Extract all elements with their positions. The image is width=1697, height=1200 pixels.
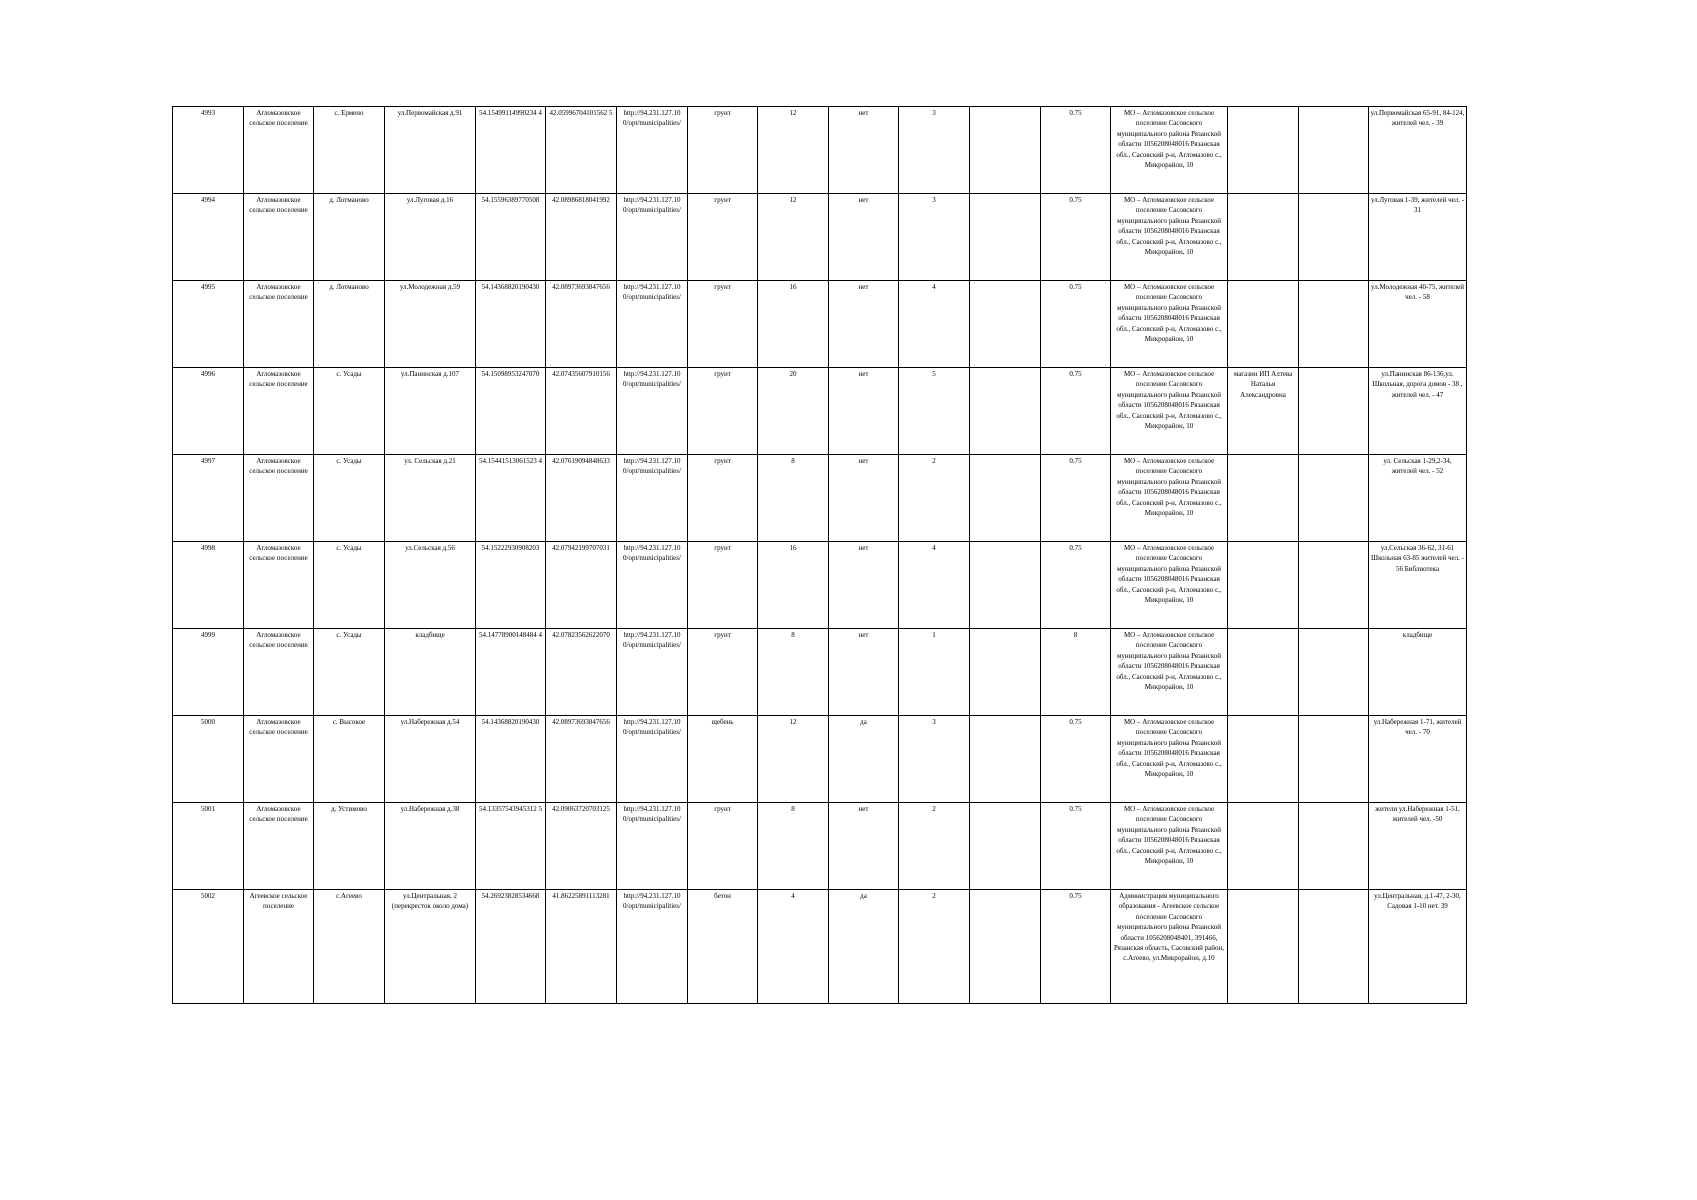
- table-row: [173, 368, 1467, 455]
- cell-fence: нет: [829, 368, 899, 455]
- cell-fence: нет: [829, 194, 899, 281]
- cell-longitude: 41.86225891113281: [546, 890, 617, 1004]
- table-row: [173, 803, 1467, 890]
- cell-latitude: 54.13357543945312 5: [476, 803, 546, 890]
- table-row: [173, 107, 1467, 194]
- cell-number: 4993: [173, 107, 244, 194]
- cell-containers: 2: [899, 803, 970, 890]
- cell-fence: нет: [829, 629, 899, 716]
- cell-longitude: 42.07942199707031: [546, 542, 617, 629]
- cell-address: ул.Молодежная д.59: [385, 281, 476, 368]
- cell-locality: с. Усады: [314, 629, 385, 716]
- cell-settlement: Агломазовское сельское поселение: [244, 803, 314, 890]
- cell-latitude: 54.26923828534668: [476, 890, 546, 1004]
- cell-locality: д. Устимово: [314, 803, 385, 890]
- cell-area: 16: [758, 281, 829, 368]
- cell-owner: МО – Агломазовское сельское поселение Сасовского муниципального района Рязанской области 1056208048016 Рязанская обл., Сасовский р-н, Агломазово с., Микрорайон, 10: [1111, 455, 1228, 542]
- table-row: [173, 890, 1467, 1004]
- cell-empty: [970, 542, 1041, 629]
- cell-operator: [1228, 890, 1299, 1004]
- cell-surface: грунт: [688, 542, 758, 629]
- cell-containers: 2: [899, 890, 970, 1004]
- cell-sources: жители ул.Набережная 1-51, жителей чел. -50: [1369, 803, 1467, 890]
- cell-latitude: 54.15499114990234 4: [476, 107, 546, 194]
- cell-containers: 3: [899, 194, 970, 281]
- cell-longitude: 42.05996704101562 5: [546, 107, 617, 194]
- cell-area: 8: [758, 803, 829, 890]
- cell-address: ул.Панинская д.107: [385, 368, 476, 455]
- cell-containers: 4: [899, 542, 970, 629]
- cell-fence: нет: [829, 803, 899, 890]
- cell-latitude: 54.14368820190430: [476, 716, 546, 803]
- cell-sources: ул.Первомайская 65-91, 84-124, жителей чел. - 39: [1369, 107, 1467, 194]
- cell-locality: д. Лотманово: [314, 194, 385, 281]
- cell-area: 8: [758, 629, 829, 716]
- table-row: [173, 629, 1467, 716]
- cell-containers: 2: [899, 455, 970, 542]
- cell-empty: [970, 107, 1041, 194]
- cell-owner: МО – Агломазовское сельское поселение Сасовского муниципального района Рязанской области 1056208048016 Рязанская обл., Сасовский р-н, Агломазово с., Микрорайон, 10: [1111, 629, 1228, 716]
- cell-area: 16: [758, 542, 829, 629]
- cell-settlement: Агломазовское сельское поселение: [244, 368, 314, 455]
- cell-area: 12: [758, 194, 829, 281]
- cell-settlement: Агеевское сельское поселение: [244, 890, 314, 1004]
- cell-operator: [1228, 542, 1299, 629]
- cell-owner: МО – Агломазовское сельское поселение Сасовского муниципального района Рязанской области 1056208048016 Рязанская обл., Сасовский р-н, Агломазово с., Микрорайон, 10: [1111, 368, 1228, 455]
- cell-empty: [1299, 890, 1369, 1004]
- cell-owner: МО – Агломазовское сельское поселение Сасовского муниципального района Рязанской области 1056208048016 Рязанская обл., Сасовский р-н, Агломазово с., Микрорайон, 10: [1111, 716, 1228, 803]
- cell-settlement: Агломазовское сельское поселение: [244, 542, 314, 629]
- cell-operator: магазин ИП Алтева Наталья Александровна: [1228, 368, 1299, 455]
- cell-sources: ул.Сельская 36-62, 31-61 Школьная 63-85 жителей чел. - 56 Библиотека: [1369, 542, 1467, 629]
- cell-empty: [1299, 542, 1369, 629]
- cell-sources: ул.Луговая 1-39, жителей чел. - 31: [1369, 194, 1467, 281]
- cell-operator: [1228, 803, 1299, 890]
- cell-address: ул.Центральная, 2 (перекресток около дома): [385, 890, 476, 1004]
- cell-sources: кладбище: [1369, 629, 1467, 716]
- cell-number: 4995: [173, 281, 244, 368]
- cell-surface: грунт: [688, 107, 758, 194]
- cell-sources: ул.Молодежная 40-75, жителей чел. - 58: [1369, 281, 1467, 368]
- cell-longitude: 42.09063720703125: [546, 803, 617, 890]
- cell-locality: д. Лотманово: [314, 281, 385, 368]
- table-row: [173, 542, 1467, 629]
- cell-volume: 0.75: [1041, 194, 1111, 281]
- cell-volume: 0.75: [1041, 716, 1111, 803]
- cell-number: 4998: [173, 542, 244, 629]
- cell-number: 4999: [173, 629, 244, 716]
- cell-number: 5001: [173, 803, 244, 890]
- cell-volume: 0.75: [1041, 455, 1111, 542]
- cell-latitude: 54.14368820190430: [476, 281, 546, 368]
- cell-number: 4996: [173, 368, 244, 455]
- cell-locality: с.Агеево: [314, 890, 385, 1004]
- cell-map-link[interactable]: http://94.231.127.10 0/opt/municipalities/: [617, 107, 688, 194]
- cell-area: 20: [758, 368, 829, 455]
- cell-address: ул.Набережная д.38: [385, 803, 476, 890]
- cell-containers: 3: [899, 107, 970, 194]
- cell-owner: Администрация муниципального образования - Агеевское сельское поселение Сасовского муниципального района Рязанской области 1056208048401, 391466, Рязанская область, Сасовский район, с.Агеево, ул.Микрорайон, д.10: [1111, 890, 1228, 1004]
- cell-settlement: Агломазовское сельское поселение: [244, 194, 314, 281]
- cell-operator: [1228, 455, 1299, 542]
- cell-surface: грунт: [688, 194, 758, 281]
- cell-surface: грунт: [688, 368, 758, 455]
- cell-empty: [1299, 803, 1369, 890]
- cell-address: ул.Первомайская д.91: [385, 107, 476, 194]
- cell-locality: с. Высокое: [314, 716, 385, 803]
- cell-map-link[interactable]: http://94.231.127.10 0/opt/municipalities/: [617, 890, 688, 1004]
- cell-area: 12: [758, 716, 829, 803]
- cell-containers: 1: [899, 629, 970, 716]
- cell-address: ул.Луговая д.16: [385, 194, 476, 281]
- cell-operator: [1228, 194, 1299, 281]
- cell-area: 4: [758, 890, 829, 1004]
- cell-latitude: 54.14778900148484 4: [476, 629, 546, 716]
- cell-sources: ул. Сельская 1-29,2-34, жителей чел. - 52: [1369, 455, 1467, 542]
- cell-fence: нет: [829, 107, 899, 194]
- cell-locality: с. Усады: [314, 542, 385, 629]
- cell-containers: 4: [899, 281, 970, 368]
- cell-empty: [1299, 368, 1369, 455]
- cell-sources: ул.Набережная 1-71, жителей чел. - 70: [1369, 716, 1467, 803]
- cell-number: 5000: [173, 716, 244, 803]
- cell-surface: бетон: [688, 890, 758, 1004]
- cell-latitude: 54.15098953247070: [476, 368, 546, 455]
- cell-owner: МО – Агломазовское сельское поселение Сасовского муниципального района Рязанской области 1056208048016 Рязанская обл., Сасовский р-н, Агломазово с., Микрорайон, 10: [1111, 194, 1228, 281]
- cell-operator: [1228, 107, 1299, 194]
- cell-empty: [1299, 629, 1369, 716]
- table-row: [173, 716, 1467, 803]
- cell-map-link[interactable]: http://94.231.127.10 0/opt/municipalities/: [617, 455, 688, 542]
- registry-body: [173, 107, 1467, 1004]
- cell-operator: [1228, 629, 1299, 716]
- cell-fence: нет: [829, 542, 899, 629]
- cell-owner: МО – Агломазовское сельское поселение Сасовского муниципального района Рязанской области 1056208048016 Рязанская обл., Сасовский р-н, Агломазово с., Микрорайон, 10: [1111, 281, 1228, 368]
- cell-address: кладбище: [385, 629, 476, 716]
- cell-latitude: 54.15596389770508: [476, 194, 546, 281]
- cell-area: 12: [758, 107, 829, 194]
- cell-map-link[interactable]: http://94.231.127.10 0/opt/municipalities/: [617, 281, 688, 368]
- cell-settlement: Агломазовское сельское поселение: [244, 455, 314, 542]
- cell-map-link[interactable]: http://94.231.127.10 0/opt/municipalities/: [617, 368, 688, 455]
- cell-map-link[interactable]: http://94.231.127.10 0/opt/municipalities/: [617, 716, 688, 803]
- table-row: [173, 194, 1467, 281]
- cell-empty: [1299, 281, 1369, 368]
- cell-empty: [1299, 455, 1369, 542]
- cell-empty: [970, 629, 1041, 716]
- cell-owner: МО – Агломазовское сельское поселение Сасовского муниципального района Рязанской области 1056208048016 Рязанская обл., Сасовский р-н, Агломазово с., Микрорайон, 10: [1111, 803, 1228, 890]
- cell-settlement: Агломазовское сельское поселение: [244, 281, 314, 368]
- cell-operator: [1228, 716, 1299, 803]
- cell-fence: да: [829, 716, 899, 803]
- cell-volume: 0.75: [1041, 542, 1111, 629]
- cell-volume: 8: [1041, 629, 1111, 716]
- cell-number: 5002: [173, 890, 244, 1004]
- cell-map-link[interactable]: http://94.231.127.10 0/opt/municipalities/: [617, 629, 688, 716]
- cell-owner: МО – Агломазовское сельское поселение Сасовского муниципального района Рязанской области 1056208048016 Рязанская обл., Сасовский р-н, Агломазово с., Микрорайон, 10: [1111, 107, 1228, 194]
- cell-map-link[interactable]: http://94.231.127.10 0/opt/municipalities/: [617, 194, 688, 281]
- cell-volume: 0.75: [1041, 803, 1111, 890]
- cell-empty: [970, 194, 1041, 281]
- cell-fence: да: [829, 890, 899, 1004]
- cell-longitude: 42.08973693847656: [546, 281, 617, 368]
- cell-empty: [970, 803, 1041, 890]
- cell-surface: грунт: [688, 455, 758, 542]
- registry-sheet: [172, 106, 1467, 1004]
- cell-longitude: 42.08973693847656: [546, 716, 617, 803]
- cell-empty: [970, 281, 1041, 368]
- cell-longitude: 42.07435607910156: [546, 368, 617, 455]
- cell-volume: 0.75: [1041, 890, 1111, 1004]
- cell-empty: [970, 716, 1041, 803]
- cell-volume: 0.75: [1041, 281, 1111, 368]
- cell-empty: [970, 368, 1041, 455]
- cell-address: ул. Сельская д.21: [385, 455, 476, 542]
- cell-locality: с. Усады: [314, 368, 385, 455]
- cell-empty: [970, 455, 1041, 542]
- cell-surface: грунт: [688, 803, 758, 890]
- cell-address: ул.Набережная д.54: [385, 716, 476, 803]
- cell-map-link[interactable]: http://94.231.127.10 0/opt/municipalities/: [617, 803, 688, 890]
- cell-sources: ул.Панинская 86-136,ул. Школьная, дорога домов - 38 , жителей чел. - 47: [1369, 368, 1467, 455]
- cell-area: 8: [758, 455, 829, 542]
- cell-empty: [1299, 194, 1369, 281]
- cell-sources: ул.Центральная, д.1-47, 2-30, Садовая 1-10 нет. 39: [1369, 890, 1467, 1004]
- cell-fence: нет: [829, 281, 899, 368]
- cell-latitude: 54.15222930908203: [476, 542, 546, 629]
- cell-surface: щебень: [688, 716, 758, 803]
- cell-longitude: 42.07823562622070: [546, 629, 617, 716]
- cell-locality: с. Усады: [314, 455, 385, 542]
- cell-operator: [1228, 281, 1299, 368]
- cell-fence: нет: [829, 455, 899, 542]
- cell-settlement: Агломазовское сельское поселение: [244, 107, 314, 194]
- cell-containers: 5: [899, 368, 970, 455]
- table-row: [173, 281, 1467, 368]
- cell-containers: 3: [899, 716, 970, 803]
- cell-address: ул.Сельская д.56: [385, 542, 476, 629]
- cell-surface: грунт: [688, 281, 758, 368]
- cell-settlement: Агломазовское сельское поселение: [244, 629, 314, 716]
- cell-map-link[interactable]: http://94.231.127.10 0/opt/municipalities/: [617, 542, 688, 629]
- cell-volume: 0.75: [1041, 107, 1111, 194]
- cell-number: 4994: [173, 194, 244, 281]
- cell-volume: 0.75: [1041, 368, 1111, 455]
- registry-table: [172, 106, 1467, 1004]
- cell-empty: [1299, 107, 1369, 194]
- cell-latitude: 54.15441513061523 4: [476, 455, 546, 542]
- cell-owner: МО – Агломазовское сельское поселение Сасовского муниципального района Рязанской области 1056208048016 Рязанская обл., Сасовский р-н, Агломазово с., Микрорайон, 10: [1111, 542, 1228, 629]
- cell-longitude: 42.08986818041992: [546, 194, 617, 281]
- cell-empty: [1299, 716, 1369, 803]
- cell-locality: с. Ермено: [314, 107, 385, 194]
- table-row: [173, 455, 1467, 542]
- cell-empty: [970, 890, 1041, 1004]
- cell-number: 4997: [173, 455, 244, 542]
- cell-longitude: 42.07619094848633: [546, 455, 617, 542]
- cell-surface: грунт: [688, 629, 758, 716]
- cell-settlement: Агломазовское сельское поселение: [244, 716, 314, 803]
